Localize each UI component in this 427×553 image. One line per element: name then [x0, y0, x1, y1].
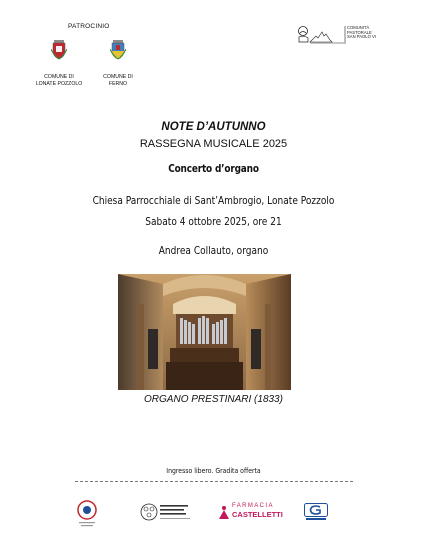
event-subtitle: RASSEGNA MUSICALE 2025 [139, 138, 288, 150]
comune-ferno-line2: FERNO [108, 81, 128, 87]
event-performer: Andrea Collauto, organo [158, 244, 269, 257]
ferno-crest-icon [110, 40, 126, 60]
organ-photo [118, 274, 291, 390]
footer-divider [75, 481, 353, 482]
farmacia-figure-icon [218, 505, 230, 519]
patrocinio-label: PATROCINIO [68, 23, 110, 30]
sponsor-scuola-logo-icon [140, 501, 192, 523]
lonate-pozzolo-crest-icon [51, 40, 67, 60]
entry-info: Ingresso libero. Gradita offerta [166, 467, 261, 475]
event-date: Sabato 4 ottobre 2025, ore 21 [145, 215, 282, 228]
sponsor-g-logo-icon [304, 503, 328, 521]
comune-lonate-line1: COMUNE DI [44, 74, 74, 80]
farmacia-name: CASTELLETTI [232, 510, 283, 519]
photo-caption: ORGANO PRESTINARI (1833) [144, 394, 283, 405]
comunita-pastorale-text [347, 26, 376, 40]
comunita-line3: SAN PAOLO VI [347, 34, 377, 40]
event-venue: Chiesa Parrocchiale di Sant’Ambrogio, Lonate Pozzolo [92, 194, 335, 207]
concert-title: Concerto d’organo [168, 163, 259, 175]
farmacia-label: FARMACIA [232, 503, 274, 509]
comune-lonate-caption [35, 74, 83, 88]
farmacia-castelletti-logo [218, 503, 283, 521]
event-title: NOTE D’AUTUNNO [161, 121, 266, 133]
comune-lonate-line2: LONATE POZZOLO [35, 81, 83, 87]
comune-ferno-caption [100, 74, 136, 88]
comune-ferno-line1: COMUNE DI [103, 74, 133, 80]
comunita-line2: PASTORALE [347, 29, 372, 35]
sponsor-circle-logo-icon [76, 499, 98, 529]
comunita-line1: COMUNITÀ [347, 25, 370, 30]
